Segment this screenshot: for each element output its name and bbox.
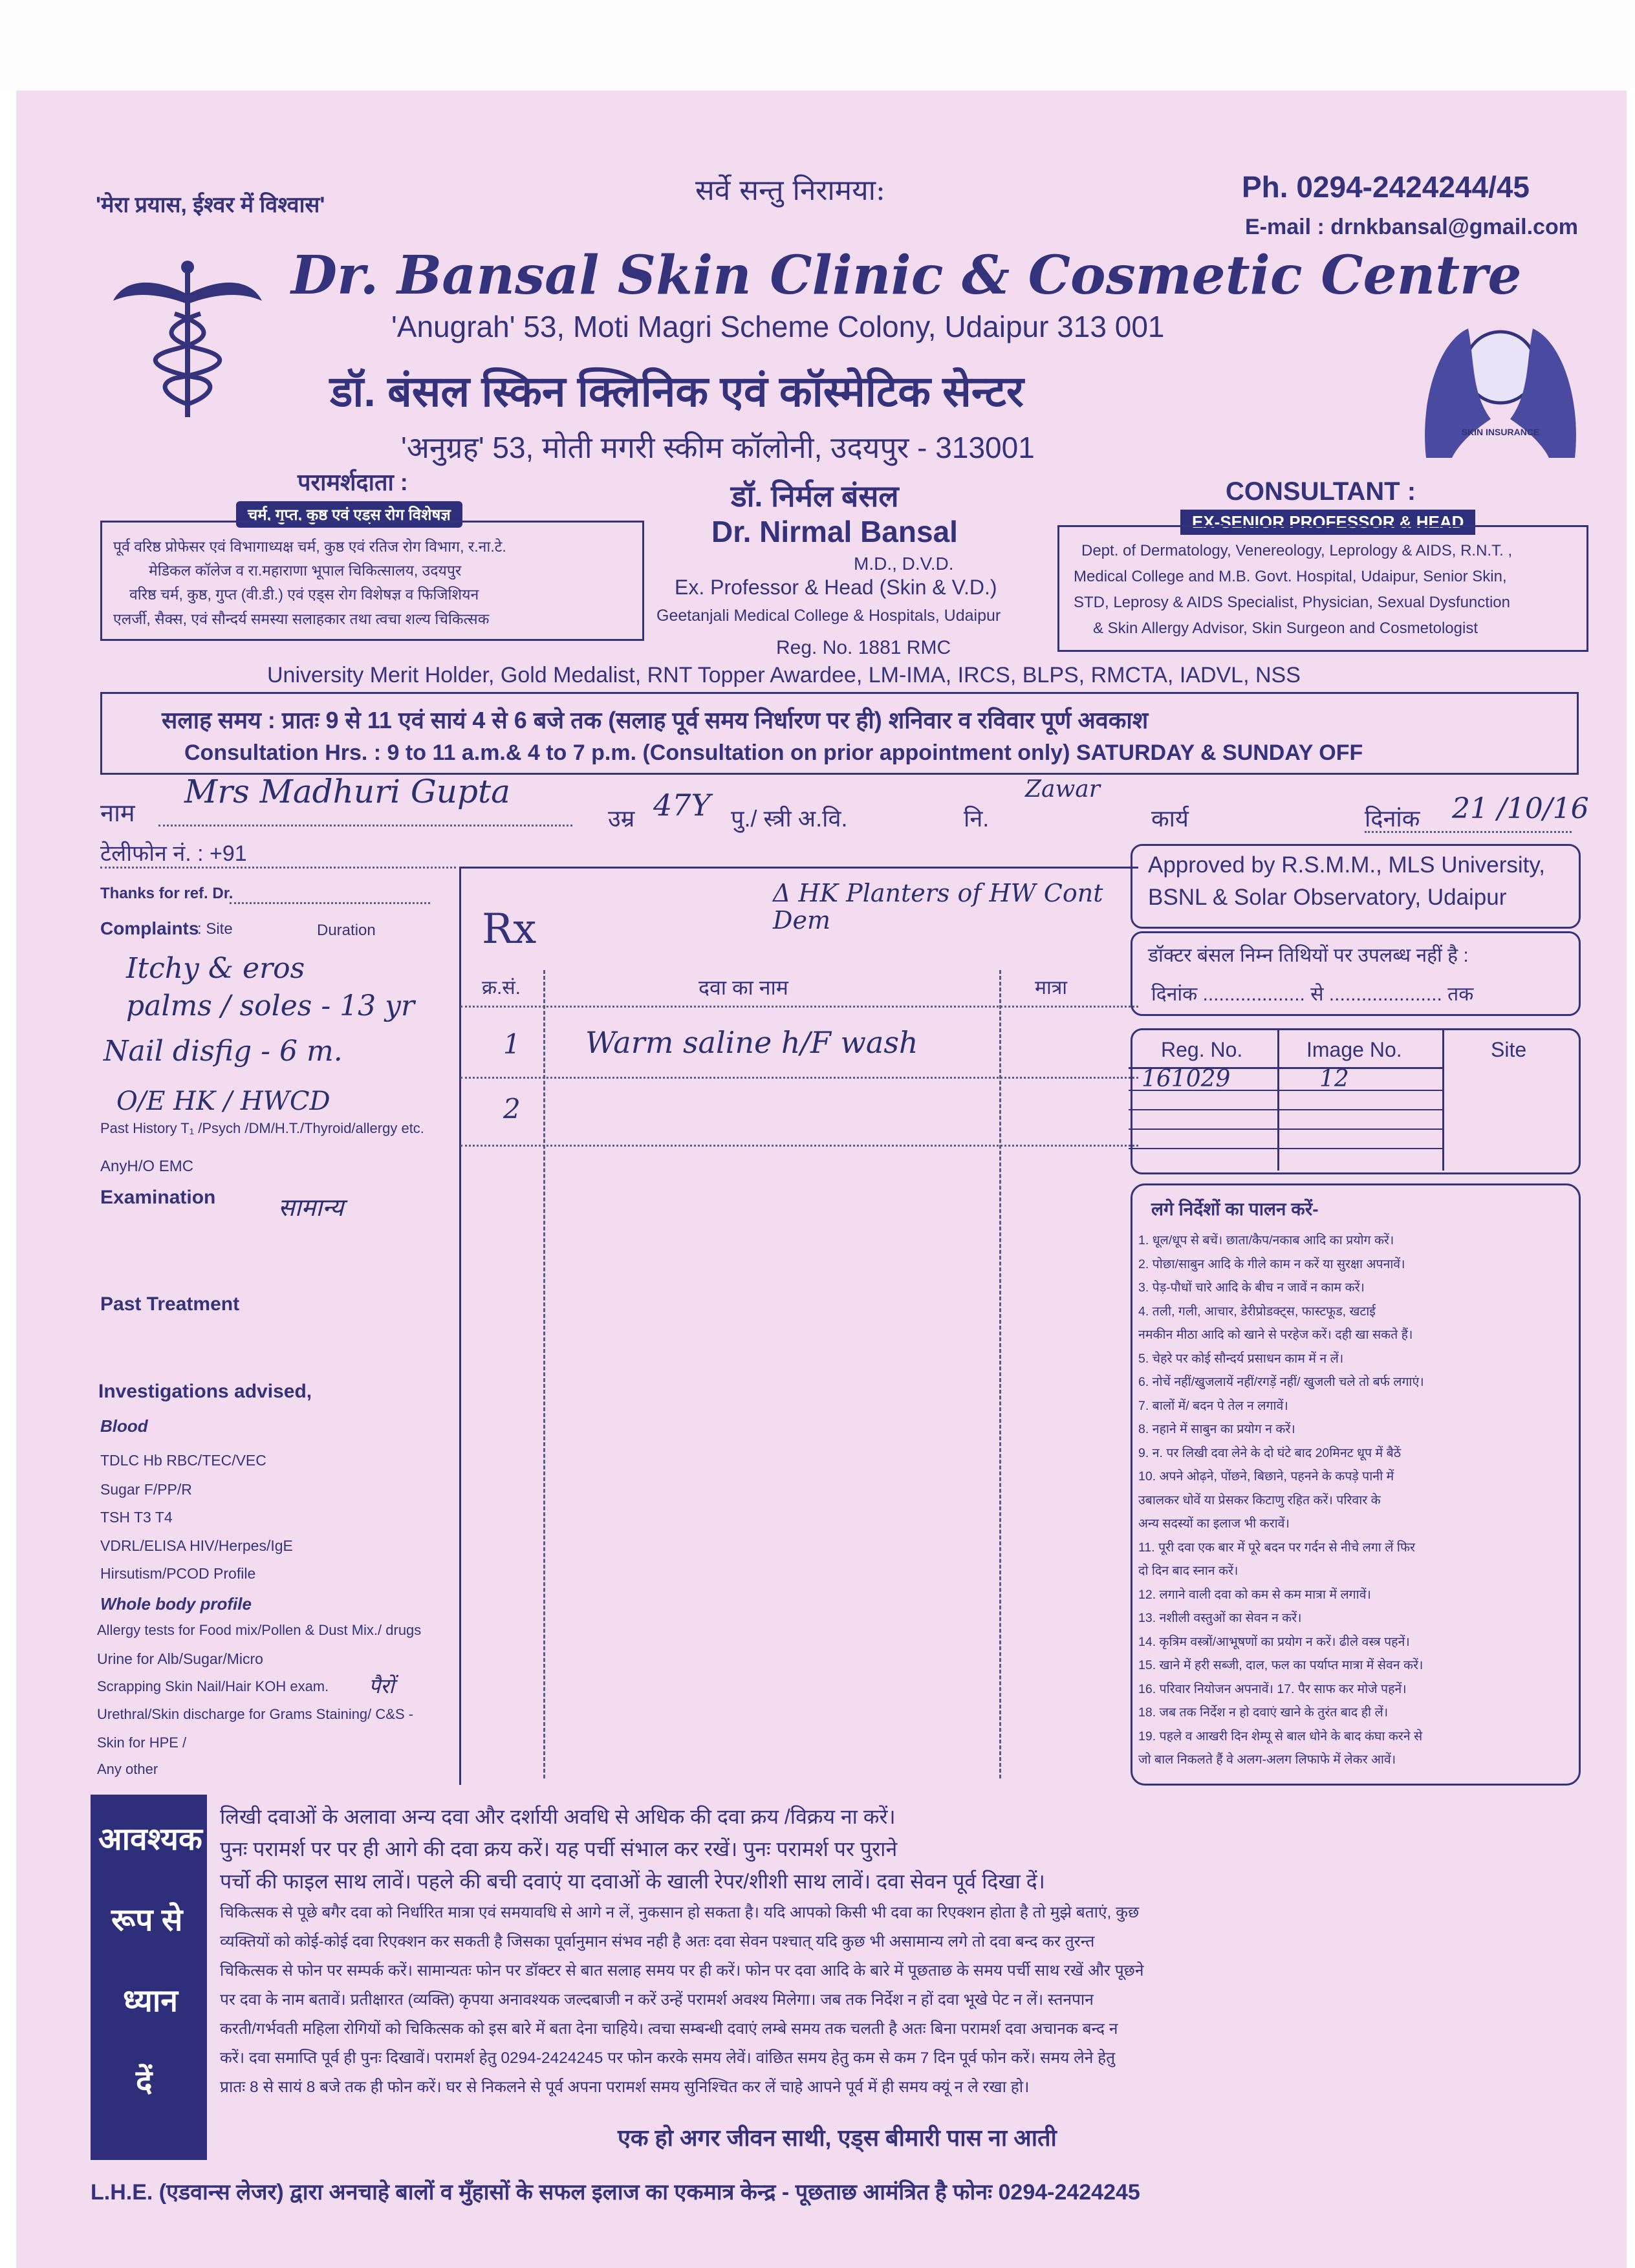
col-qty: मात्रा — [1035, 977, 1068, 999]
notice-line-7: पर दवा के नाम बतावें। प्रतीक्षारत (व्यक्ति) कृपया अनावश्यक जल्दबाजी न करें उन्हें परामर्श अवश्य मिलेगा। जब तक निर्देश न हों दवा भूखे पेट न लें। स्तनपान — [220, 1991, 1094, 2009]
notice-line-3: पर्चो की फाइल साथ लावें। पहले की बची दवाएं या दवाओं के खाली रेपर/शीशी साथ लावें। दवा सेवन पूर्व दिखा दें। — [220, 1870, 1045, 1893]
oe-note: O/E HK / HWCD — [116, 1086, 330, 1116]
instruction-1: 1. धूल/धूप से बचें। छाता/कैप/नकाब आदि का प्रयोग करें। — [1138, 1233, 1394, 1247]
work-label: कार्य — [1151, 805, 1189, 832]
notice-line-2: पुनः परामर्श पर पर ही आगे की दवा क्रय करें। यह पर्ची संभाल कर रखें। पुनः परामर्श पर पुराने — [220, 1837, 898, 1861]
instruction-6: 6. नोचें नहीं/खुजलायें नहीं/रगड़ें नहीं/ खुजली चले तो बर्फ लगाएं। — [1138, 1375, 1424, 1389]
instruction-19: 19. पहले व आखरी दिन शेम्पू से बाल धोने के बाद कंघा करने से — [1138, 1729, 1423, 1744]
patient-age: 47Y — [653, 788, 711, 823]
instruction-9: 9. न. पर लिखी दवा लेने के दो घंटे बाद 20मिनट धूप में बैठें — [1138, 1445, 1402, 1460]
unavailable-label: डॉक्टर बंसल निम्न तिथियों पर उपलब्ध नहीं है : — [1148, 945, 1469, 966]
notice-line-6: चिकित्सक से फोन पर सम्पर्क करें। सामान्यतः फोन पर डॉक्टर से बात सलाह समय पर ही करें। फोन पर दवा आदि के बारे में पूछताछ के समय पर्ची साथ रखें और पूछने — [220, 1962, 1144, 1980]
notice-line-4: चिकित्सक से पूछे बगैर दवा को निर्धारित मात्रा एवं समयावधि से आगे न लें, नुकसान हो सकता है। यदि आपको किसी भी दवा का रिएक्शन होता है तो मुझे बताएं, कुछ — [220, 1904, 1140, 1921]
logo-text: SKIN INSURANCE — [1461, 427, 1540, 437]
consultant-line-1: Dept. of Dermatology, Venereology, Leprology & AIDS, R.N.T. , — [1081, 542, 1513, 559]
blood-label: Blood — [100, 1416, 148, 1436]
timing-en: Consultation Hrs. : 9 to 11 a.m.& 4 to 7 p.m. (Consultation on prior appointment only) SATURDAY & SUNDAY OFF — [184, 740, 1363, 765]
col-medicine: दवा का नाम — [698, 976, 788, 999]
instruction-3: 3. पेड़-पौधों चारे आदि के बीच न जावें न काम करें। — [1138, 1280, 1365, 1295]
blood-test-5: Hirsutism/PCOD Profile — [100, 1565, 256, 1582]
instructions-title: लगे निर्देशों का पालन करें- — [1151, 1199, 1319, 1219]
skin-hpe: Skin for HPE / — [97, 1734, 187, 1751]
whole-body-label: Whole body profile — [100, 1594, 252, 1614]
complaint-1: Itchy & eros — [126, 952, 305, 985]
sex-label: पु./ स्त्री अ.वि. — [731, 805, 848, 832]
doctor-degrees: M.D., D.V.D. — [854, 554, 954, 574]
urethral-tests: Urethral/Skin discharge for Grams Staining/ C&S - — [97, 1706, 414, 1722]
consultant-title: CONSULTANT : — [1226, 477, 1416, 506]
aids-slogan: एक हो अगर जीवन साथी, एड्स बीमारी पास ना आती — [618, 2124, 1057, 2151]
clinic-name-en: Dr. Bansal Skin Clinic & Cosmetic Centre — [291, 244, 1522, 307]
merits-line: University Merit Holder, Gold Medalist, RNT Topper Awardee, LM-IMA, IRCS, BLPS, RMCTA, IADVL, NSS — [267, 663, 1301, 687]
instructions-list — [1138, 1229, 1572, 1772]
past-history: Past History T₁ /Psych /DM/H.T./Thyroid/allergy etc. — [100, 1120, 424, 1136]
advisor-line-2: मेडिकल कॉलेज व रा.महाराणा भूपाल चिकित्सालय, उदयपुर — [149, 562, 462, 579]
diagnosis-note: Δ HK Planters of HW Cont Dem — [773, 879, 1103, 934]
instruction-4: 4. तली, गली, आचार, डेरीप्रोडक्ट्स, फास्टफूड, खटाई — [1138, 1304, 1376, 1319]
approved-line-1: Approved by R.S.M.M., MLS University, — [1148, 852, 1545, 878]
advisor-badge: चर्म, गुप्त, कुष्ठ एवं एड्स रोग विशेषज्ञ — [236, 501, 462, 528]
instruction-12: 12. लगाने वाली दवा को कम से कम मात्रा में लगावें। — [1138, 1587, 1371, 1602]
notice-line-1: लिखी दवाओं के अलावा अन्य दवा और दर्शायी अवधि से अधिक की दवा क्रय /विक्रय ना करें। — [220, 1805, 896, 1828]
scrapping-note: पैरों — [369, 1674, 395, 1698]
scan-margin — [0, 0, 1635, 91]
consultant-line-2: Medical College and M.B. Govt. Hospital, Udaipur, Senior Skin, — [1074, 568, 1507, 585]
notice-line-10: प्रातः 8 से सायं 8 बजे तक ही फोन करें। घर से निकलने से पूर्व अपना परामर्श समय सुनिश्चित कर लें चाहे आपने पूर्व में ही समय क्यूं न ले रखा हो। — [220, 2079, 1030, 2096]
image-number: 12 — [1319, 1066, 1349, 1092]
notice-line-5: व्यक्तियों को कोई-कोई दवा रिएक्शन कर सकती है जिसका पूर्वानुमान संभव नही है अतः दवा सेवन पश्चात् यदि कुछ भी असामान्य लगे तो दवा बन्द कर तुरन्त — [220, 1933, 1095, 1950]
caduceus-logo — [110, 255, 265, 424]
doctor-reg: Reg. No. 1881 RMC — [776, 637, 951, 658]
investigations-label: Investigations advised, — [98, 1381, 312, 1402]
thanks-label: Thanks for ref. Dr. — [100, 885, 233, 902]
phone-label: टेलीफोन नं. : +91 — [100, 841, 247, 866]
patient-residence: Zawar — [1025, 776, 1100, 803]
phone-number: Ph. 0294-2424244/45 — [1242, 170, 1530, 204]
date-label: दिनांक — [1365, 805, 1420, 832]
approved-line-2: BSNL & Solar Observatory, Udaipur — [1148, 885, 1507, 910]
rx-symbol: Rx — [482, 905, 537, 953]
blood-test-4: VDRL/ELISA HIV/Herpes/IgE — [100, 1537, 293, 1554]
site-header: Site — [1491, 1038, 1527, 1061]
motto-center: सर्वे सन्तु निरामया: — [695, 174, 885, 207]
unavailable-dates: दिनांक ................... से ..................... तक — [1151, 984, 1474, 1005]
allergy-tests: Allergy tests for Food mix/Pollen & Dust Mix./ drugs — [97, 1622, 422, 1638]
consultant-line-3: STD, Leprosy & AIDS Specialist, Physician, Sexual Dysfunction — [1074, 594, 1510, 611]
footer-line: L.H.E. (एडवान्स लेजर) द्वारा अनचाहे बालों व मुँहासों के सफल इलाज का एकमात्र केन्द्र - पूछताछ आमंत्रित है फोनः 0294-2424245 — [91, 2180, 1140, 2205]
site-label: : Site — [197, 920, 233, 938]
instruction-8: 8. नहाने में साबुन का प्रयोग न करें। — [1138, 1422, 1295, 1436]
notice-side-3: ध्यान — [123, 1984, 178, 2018]
instruction-19b: जो बाल निकलते हैं वे अलग-अलग लिफाफे में लेकर आवें। — [1138, 1753, 1396, 1767]
complaints-label: Complaints — [100, 918, 199, 938]
instruction-11: 11. पूरी दवा एक बार में पूरे बदन पर गर्दन से नीचे लगा लें फिर — [1138, 1540, 1415, 1555]
instruction-10: 10. अपने ओढ़ने, पोंछने, बिछाने, पहनने के कपड़े पानी में — [1138, 1469, 1394, 1484]
blood-test-1: TDLC Hb RBC/TEC/VEC — [100, 1452, 266, 1469]
instruction-14: 14. कृत्रिम वस्त्रों/आभूषणों का प्रयोग न करें। ढीले वस्त्र पहनें। — [1138, 1634, 1410, 1649]
instruction-11b: दो दिन बाद स्नान करें। — [1138, 1564, 1239, 1578]
urine-tests: Urine for Alb/Sugar/Micro — [97, 1650, 263, 1667]
examination-note: सामान्य — [278, 1193, 344, 1222]
rx-row-1-medicine: Warm saline h/F wash — [585, 1025, 918, 1060]
doctor-name-en: Dr. Nirmal Bansal — [711, 515, 958, 548]
instruction-5: 5. चेहरे पर कोई सौन्दर्य प्रसाधन काम में न लें। — [1138, 1351, 1344, 1366]
blood-test-2: Sugar F/PP/R — [100, 1481, 192, 1498]
notice-side-4: दें — [136, 2065, 153, 2099]
address-hi: 'अनुग्रह' 53, मोती मगरी स्कीम कॉलोनी, उदयपुर - 313001 — [401, 431, 1035, 464]
instruction-15: 15. खाने में हरी सब्जी, दाल, फल का पर्याप्त मात्रा में सेवन करें। — [1138, 1658, 1424, 1672]
scrapping-tests: Scrapping Skin Nail/Hair KOH exam. — [97, 1678, 329, 1694]
advisor-line-3: वरिष्ठ चर्म, कुष्ठ, गुप्त (वी.डी.) एवं एड्स रोग विशेषज्ञ व फिजिशियन — [129, 586, 479, 603]
skin-insurance-logo — [1413, 303, 1588, 464]
rx-left-border — [459, 867, 461, 1785]
doctor-name-hi: डॉ. निर्मल बंसल — [731, 479, 899, 513]
consultant-badge: EX-SENIOR PROFESSOR & HEAD — [1180, 510, 1475, 535]
any-ho-emc: AnyH/O EMC — [100, 1158, 194, 1175]
clinic-name-hi: डॉ. बंसल स्किन क्लिनिक एवं कॉस्मेटिक सेन्टर — [330, 367, 1024, 415]
image-header: Image No. — [1306, 1038, 1402, 1061]
rx-top-border — [459, 867, 1138, 869]
blood-test-3: TSH T3 T4 — [100, 1509, 173, 1526]
instruction-10b: उबालकर धोवें या प्रेसकर किटाणु रहित करें। परिवार के — [1138, 1493, 1381, 1507]
instruction-16: 16. परिवार नियोजन अपनावें। 17. पैर साफ कर मोजे पहनें। — [1138, 1681, 1407, 1696]
doctor-college: Geetanjali Medical College & Hospitals, Udaipur — [656, 607, 1001, 625]
notice-line-9: करें। दवा समाप्ति पूर्व ही पुनः दिखावें। परामर्श हेतु 0294-2424245 पर फोन करके समय लेवें। वांछित समय हेतु कम से कम 7 दिन पूर्व फोन करें। समय लेने हेतु — [220, 2049, 1116, 2067]
timing-hi: सलाह समय : प्रातः 9 से 11 एवं सायं 4 से 6 बजे तक (सलाह पूर्व समय निर्धारण पर ही) शनिवार व रविवार पूर्ण अवकाश — [162, 707, 1149, 733]
reg-number: 161029 — [1142, 1066, 1231, 1092]
address-en: 'Anugrah' 53, Moti Magri Scheme Colony, Udaipur 313 001 — [391, 310, 1165, 343]
motto-left: 'मेरा प्रयास, ईश्वर में विश्वास' — [96, 193, 325, 217]
any-other: Any other — [97, 1761, 158, 1777]
notice-line-8: करती/गर्भवती महिला रोगियों को चिकित्सक को इस बारे में बता देना चाहिये। त्वचा सम्बन्धी दवाएं लम्बे समय तक चलती है अतः बिना परामर्श दवा अचानक बन्द न — [220, 2020, 1118, 2038]
visit-date: 21 /10/16 — [1452, 792, 1589, 825]
col-serial: क्र.सं. — [482, 977, 521, 999]
instruction-7: 7. बालों में/ बदन पे तेल न लगावें। — [1138, 1398, 1288, 1413]
age-label: उम्र — [608, 805, 635, 832]
examination-label: Examination — [100, 1187, 216, 1208]
notice-side-2: रूप से — [111, 1903, 183, 1938]
advisor-title: परामर्शदाता : — [298, 469, 408, 495]
email: E-mail : drnkbansal@gmail.com — [1245, 215, 1578, 239]
patient-name: Mrs Madhuri Gupta — [184, 773, 510, 810]
advisor-line-1: पूर्व वरिष्ठ प्रोफेसर एवं विभागाध्यक्ष चर्म, कुष्ठ एवं रतिज रोग विभाग, र.ना.टे. — [113, 538, 506, 555]
reg-header: Reg. No. — [1161, 1038, 1243, 1061]
residence-label: नि. — [964, 805, 990, 832]
rx-row-2-no: 2 — [503, 1093, 521, 1125]
past-treatment-label: Past Treatment — [100, 1293, 240, 1315]
instruction-13: 13. नशीली वस्तुओं का सेवन न करें। — [1138, 1611, 1302, 1625]
notice-side-1: आवश्यक — [98, 1822, 202, 1857]
instruction-4b: नमकीन मीठा आदि को खाने से परहेज करें। दही खा सकते हैं। — [1138, 1328, 1413, 1342]
rx-row-1-no: 1 — [503, 1028, 521, 1060]
consultant-line-4: & Skin Allergy Advisor, Skin Surgeon and Cosmetologist — [1093, 620, 1478, 637]
complaint-2: palms / soles - 13 yr — [126, 989, 415, 1022]
instruction-2: 2. पोछा/साबुन आदि के गीले काम न करें या सुरक्षा अपनावें। — [1138, 1257, 1405, 1271]
advisor-line-4: एलर्जी, सैक्स, एवं सौन्दर्य समस्या सलाहकार तथा त्वचा शल्य चिकित्सक — [113, 610, 490, 627]
instruction-18: 18. जब तक निर्देश न हो दवाएं खाने के तुरंत बाद ही लें। — [1138, 1705, 1389, 1720]
name-label: नाम — [100, 800, 135, 827]
doctor-position: Ex. Professor & Head (Skin & V.D.) — [675, 576, 997, 599]
complaint-3: Nail disfig - 6 m. — [103, 1035, 343, 1068]
duration-label: Duration — [317, 922, 376, 939]
instruction-10c: अन्य सदस्यों का इलाज भी करावें। — [1138, 1517, 1290, 1531]
